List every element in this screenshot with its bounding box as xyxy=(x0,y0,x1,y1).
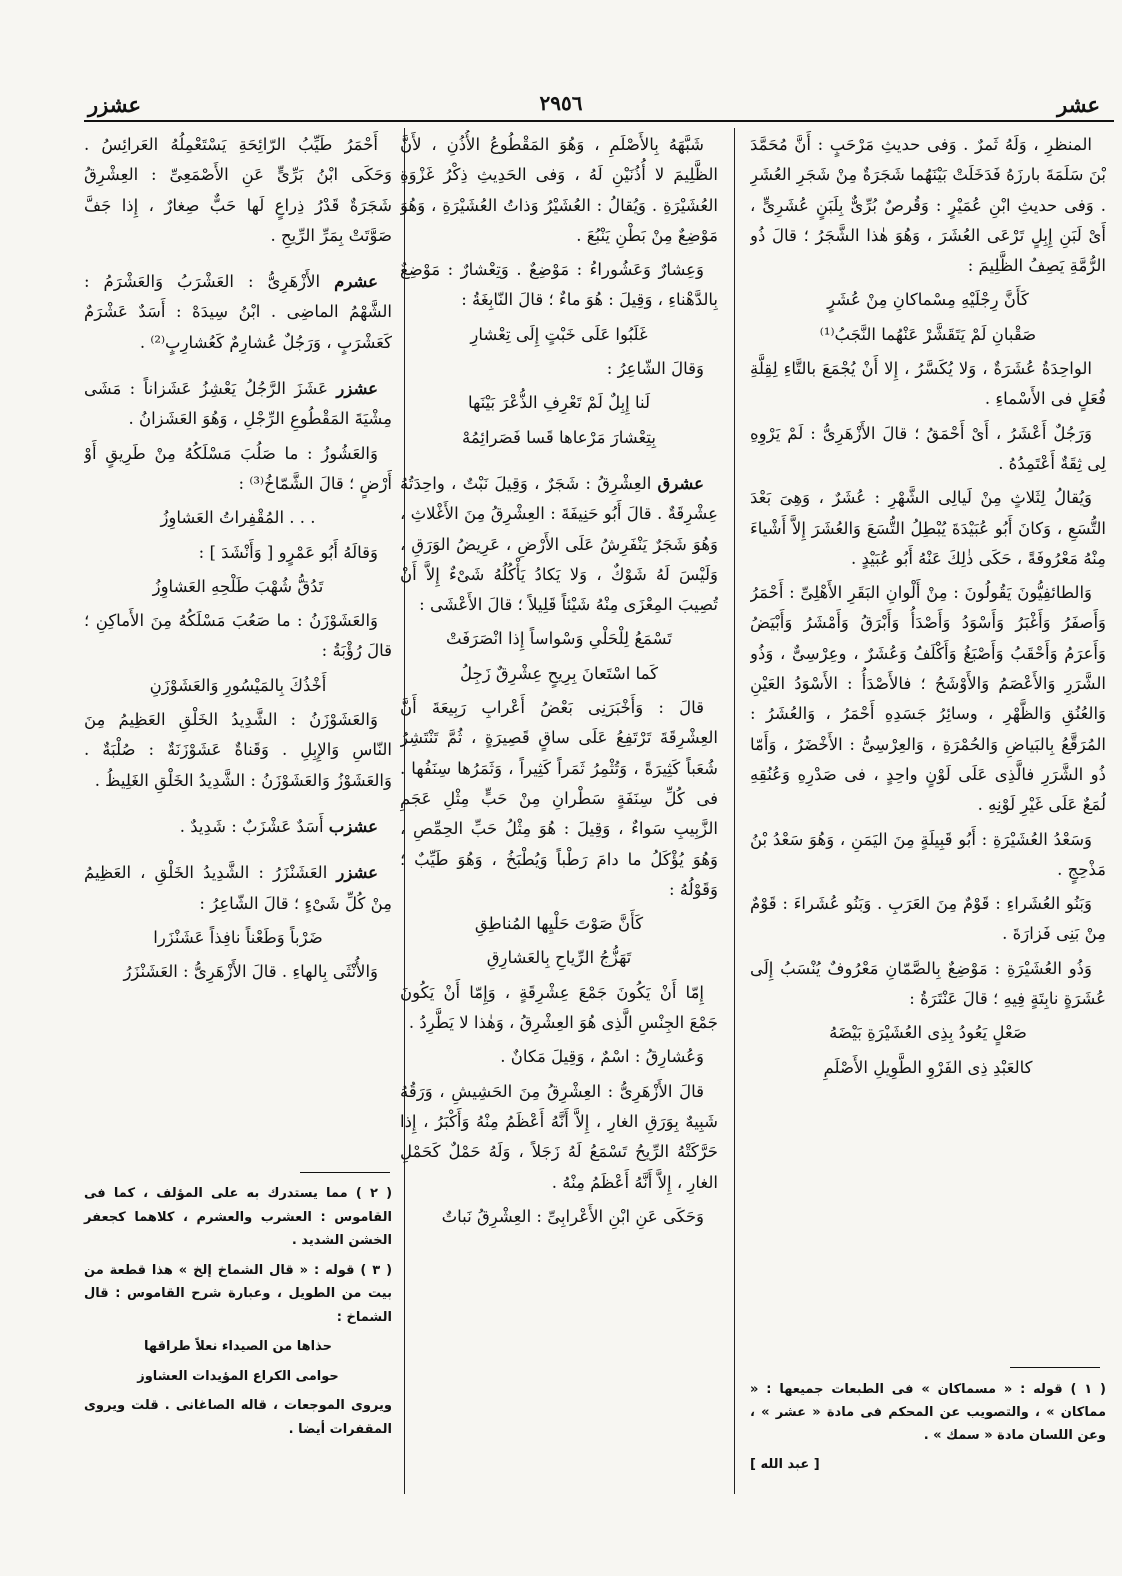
verse-line: بِتِعْشارَ مَرْعاها قَسا فَصَرائِمُهْ xyxy=(461,427,657,447)
entry-text: العِشْرِقُ : شَجَرٌ ، وَقِيلَ نَبْتٌ ، واحِدَتُهُ عِشْرِقَةٌ . قالَ أَبُو حَنِيفَةَ : العِشْرِقُ مِنَ الأَغْلاثِ ، وَهُوَ شَجَرٌ يَنْفَرِشُ عَلَى الأَرْضِ ، عَرِيضُ الوَرَقِ ، وَلَيْسَ لَهُ شَوْكٌ ، وَلا يَكادُ يَأْكُلُهُ شَىْءٌ إِلاَّ أَنْ تُصِيبَ المِعْزَى مِنْهُ شَيْئاً قَلِيلاً ؛ قالَ الأَعْشَى : xyxy=(400,473,718,615)
entry-paragraph xyxy=(84,858,392,919)
entry-paragraph: وَقالَهُ أَبُو عَمْرٍو [ وَأَنْشَدَ ] : xyxy=(198,542,378,562)
entry-text: الأَزْهَرِىُّ : العَشْرَبُ وَالعَشْرَمُ : الشَّهْمُ الماضِى . ابْنُ سِيدَهْ : أَسَدٌ عَشْرَمٌ كَعَشْرَبٍ ، وَرَجُلٌ عُشارِمٌ كَعُشارِبٍ⁽²⁾ . xyxy=(84,272,392,352)
verse-line: كَأَنَّ رِجْلَيْهِ مِسْماكانِ مِنْ عُشَرٍ xyxy=(827,290,1029,310)
entry-paragraph: وَقالَ الشّاعِرُ : xyxy=(606,359,704,379)
entry-headword: عشزر xyxy=(336,379,379,399)
entry-paragraph: وَحَكَى عَنِ ابْنِ الأَعْرابِىِّ : العِشْرِقُ نَباتٌ xyxy=(441,1206,704,1226)
header-root-word-left: عشزر xyxy=(88,92,141,117)
entry-paragraph: وَالطائفِيُّونَ يَقُولُونَ : مِنْ أَلْوانِ البَقَرِ الأَهْلِىِّ : أَحْمَرُ وَأَصفَرُ وَأَغْبَرُ وَأَسْوَدُ وَأَصْدَأُ وَأَبْرَقُ وَأَمْشَرُ وَأَبْيَضُ وَأَعرَمُ وَأَحْقَبُ وَأَصْبَغُ وَأَكْلَفُ وَعُشَرٌ ، وعِرْسِىٌّ ، وَذُو الشَّرَرِ وَالأَعْصَمُ وَالأَوْشَحُ ؛ فالأَصْدَأُ : الأَسْوَدُ العَيْنِ وَالعُنُقِ وَالظَّهْرِ ، وسائِرُ جَسَدِهِ أَحْمَرُ ، وَالعُشَرُ : المُرَقَّعُ بِالبَياضِ وَالحُمْرَةِ ، وَالعِرْسِىُّ : الأَخْضَرُ ، وَأَمّا ذُو الشَّرَرِ فالَّذِى عَلَى لَوْنٍ واحِدٍ ، فى صَدْرِهِ وَعُنُقِهِ لُمَعٌ عَلَى غَيْرِ لَوْنِهِ . xyxy=(750,583,1106,815)
middle-column xyxy=(400,130,718,1485)
entry-paragraph xyxy=(400,469,718,620)
footnotes-right xyxy=(750,1378,1106,1482)
entry-paragraph: قالَ الأَزْهَرِىُّ : العِشْرِقُ مِنَ الحَشِيشِ ، وَرَقُهُ شَبِيهٌ بِوَرَقِ الغارِ ، إِلاَّ أَنَّهُ أَعْظَمُ مِنْهُ وَأَكْبَرُ ، إِذا حَرَّكَتْهُ الرِّيحُ تَسْمَعُ لَهُ زَجَلاً ، وَلَهُ حَمْلٌ كَحَمْلِ الغارِ ، إِلاَّ أَنَّهُ أَعْظَمُ مِنْهُ . xyxy=(400,1081,718,1192)
entry-text: عَشَزَ الرَّجُلُ يَعْشِزُ عَشَزاناً : مَشَى مِشْيَةَ المَقْطُوعِ الرِّجْلِ ، وَهُوَ العَشَزانُ . xyxy=(84,379,392,429)
verse-line: غَلَبُوا عَلَى خَبْتٍ إِلَى تِعْشارِ xyxy=(470,324,648,344)
verse-line: كالعَبْدِ ذِى الفَرْوِ الطَّوِيلِ الأَصْلَمِ xyxy=(823,1057,1033,1077)
footnote-verse: حوامى الكراع المؤيدات العشاوز xyxy=(137,1368,339,1384)
entry-paragraph: وَذُو العُشَيْرَةِ : مَوْضِعٌ بِالصَّمّانِ مَعْرُوفٌ يُنْسَبُ إِلَى عُشَرَةٍ نابِتَةٍ فِيهِ ؛ قالَ عَنْتَرَةُ : xyxy=(750,958,1106,1009)
entry-paragraph: قالَ : وَأَخْبَرَنِى بَعْضُ أَعْرابِ رَبِيعَةَ أَنَّ العِشْرِقَةَ تَرْتَفِعُ عَلَى ساقٍ قَصِيرَةٍ ، ثُمَّ تَنْتَشِرُ شُعَباً كَثِيرَةً ، وَتُثْمِرُ ثَمَراً كَثِيراً ، وَثَمَرُها سِنَفُها . فى كُلِّ سِنَفَةٍ سَطْرانِ مِنْ حَبٍّ مِثْلِ عَجَمِ الزَّبِيبِ سَواءٌ ، وَقِيلَ : هُوَ مِثْلُ حَبِّ الحِمِّصِ ، وَهُوَ يُؤْكَلُ ما دامَ رَطْباً وَيُطْبَخُ ، وَهُوَ طَيِّبٌ ؛ وَقَوْلُهُ : xyxy=(400,698,718,899)
entry-paragraph: وَبَنُو العُشَراءِ : قَوْمٌ مِنَ العَرَبِ . وَبَنُو عُشَراءَ : قَوْمٌ مِنْ بَنِى فَزارَةَ . xyxy=(750,894,1106,944)
footnote-rule xyxy=(1010,1367,1100,1368)
entry-text: العَشَنْزَرُ : الشَّدِيدُ الخَلْقِ ، العَظِيمُ مِنْ كُلِّ شَىْءٍ ؛ قالَ الشّاعِرُ : xyxy=(84,863,392,913)
entry-paragraph: الواحِدَةُ عُشَرَةٌ ، وَلا يُكَسَّرُ ، إِلا أَنْ يُجْمَعَ بالتَّاءِ لِقِلَّةِ فُعَلٍ فى الأَسْماءِ . xyxy=(750,359,1106,409)
page-number: ٢٩٥٦ xyxy=(539,91,583,115)
footnote: ( ١ ) قوله : « مسماكان » فى الطبعات جميعها : « مماكان » ، والتصويب عن المحكم فى مادة « عشر » ، وعن اللسان مادة « سمك » . xyxy=(750,1382,1107,1443)
header-root-word-right: عشر xyxy=(1057,92,1100,117)
header-rule xyxy=(84,120,1114,122)
entry-paragraph: أَحْمَرُ طَيِّبُ الرّائِحَةِ يَسْتَعْمِلُهُ العَرائِسُ . وَحَكَى ابْنُ بَرِّىٍّ عَنِ الأَصْمَعِىِّ : العِشْرِقُ شَجَرَةٌ قَدْرُ ذِراعٍ لَها حَبٌّ صِغارٌ ، إِذا جَفَّ صَوَّتَتْ بِمَرِّ الرِّيحِ . xyxy=(84,135,392,245)
entry-paragraph: وَسَعْدُ العُشَيْرَةِ : أَبُو قَبِيلَةٍ مِنَ اليَمَنِ ، وَهُوَ سَعْدُ بْنُ مَذْحِجٍ . xyxy=(750,829,1106,879)
editor-signature: [ عبد الله ] xyxy=(750,1457,820,1472)
verse-line: تَسْمَعُ لِلْحَلْىِ وَسْواساً إِذا انْصَرَفَتْ xyxy=(446,629,672,649)
verse-line: كَأَنَّ صَوْتَ حَلْيِها المُناطِقِ xyxy=(474,914,644,934)
entry-paragraph: شَبَّهَهُ بِالأَصْلَمِ ، وَهُوَ المَقْطُوعُ الأُذُنِ ، لأَنَّ الظَّلِيمَ لا أُذُنَيْنِ لَهُ ، وَفى الحَدِيثِ ذِكْرُ غَزْوَةِ العُشَيْرَةِ . وَيُقالُ : العُشَيْرُ وَذاتُ العُشَيْرَةِ ، وَهُوَ مَوْضِعٌ مِنْ بَطْنِ يَنْبُعَ . xyxy=(400,135,718,245)
entry-paragraph xyxy=(84,267,392,358)
column-divider xyxy=(734,128,735,1494)
verse-line: أَخْذُكَ بِالمَيْسُورِ وَالعَشَوْزَنِ xyxy=(149,675,327,695)
entry-paragraph: وَرَجُلٌ أَعْشَرُ ، أَىْ أَحْمَقُ ؛ قالَ الأَزْهَرِىُّ : لَمْ يَرْوِهِ لِى ثِقَةٌ أَعْتَمِدُهُ . xyxy=(750,423,1106,473)
entry-headword: عشرق xyxy=(657,473,705,493)
entry-paragraph xyxy=(84,374,392,435)
verse-line: تَهَزُّجُ الرِّياحِ بِالعَشارِقِ xyxy=(486,948,632,968)
footnote: ويروى الموجعات ، قاله الصاغانى . قلت ويروى المقفرات أيضا . xyxy=(84,1398,392,1437)
verse-line: تَدُقُّ شُهْبَ طَلْحِهِ العَشاوِزُ xyxy=(152,576,324,596)
entry-headword: عشزب xyxy=(328,816,378,836)
right-column xyxy=(750,130,1106,1570)
entry-headword: عشرم xyxy=(334,272,378,292)
entry-paragraph xyxy=(84,812,392,842)
entry-headword: عشزر xyxy=(336,863,379,883)
verse-line: ضَرْباً وَطَعْناً نافِذاً عَشَنْزَرا xyxy=(153,927,323,947)
entry-paragraph: وَالعَشُوزُ : ما صَلُبَ مَسْلَكُهُ مِنْ طَرِيقٍ أَوْ أَرْضٍ ؛ قالَ الشَّمّاخُ⁽³⁾ : xyxy=(84,443,392,493)
entry-paragraph: وَعِشارٌ وَعَشُوراءُ : مَوْضِعٌ . وَتِعْشارٌ : مَوْضِعٌ بِالدَّهْناءِ ، وَقِيلَ : هُوَ ماءٌ ؛ قالَ النّابِغَةُ : xyxy=(400,260,718,310)
verse-line: كَما اسْتَعانَ بِرِيحٍ عِشْرِقٌ زَجِلُ xyxy=(460,663,658,683)
verse-line: صَعْلٍ يَعُودُ بِذِى العُشَيْرَةِ بَيْضَهُ xyxy=(829,1023,1027,1043)
entry-paragraph: المنظرِ ، وَلَهُ ثَمرٌ . وَفى حديثِ مَرْحَبٍ : أَنَّ مُحَمَّدَ بْنَ سَلَمَةَ بارزَهُ فَدَخَلَتْ بَيْنَهُما شَجَرَةٌ مِنْ شَجَرِ العُشَرِ . وَفى حديثِ ابْنِ عُمَيْرٍ : وَقُرصٌ بُرِّىٌّ بِلَبَنٍ عُشَرِىٍّ ، أَىْ لَبَنِ إِبِلٍ تَرْعَى العُشَرَ ، وَهُوَ هٰذا الشَّجَرُ ؛ قالَ ذُو الرُّمَّةِ يَصِفُ الظَّلِيمَ : xyxy=(750,135,1106,276)
verse-line: لَنا إِبِلٌ لَمْ تَعْرِفِ الذُّعْرَ بَيْنَها xyxy=(467,393,651,413)
footnotes-left xyxy=(84,1182,392,1447)
entry-text: أَسَدٌ عَشْزَبٌ : شَدِيدٌ . xyxy=(179,816,324,836)
verse-line: صَقْبانِ لَمْ يَتَقَشَّرْ عَنْهُما النَّجَبُ⁽¹⁾ xyxy=(819,324,1037,344)
footnote: ( ٢ ) مما يستدرك به على المؤلف ، كما فى القاموس : العشرب والعشرم ، كلاهما كجعفر الخشن الشديد . xyxy=(84,1186,393,1248)
footnote: ( ٣ ) قوله : « قال الشماخ إلخ » هذا قطعة من بيت من الطويل ، وعبارة شرح القاموس : قال الشماخ : xyxy=(84,1262,393,1325)
entry-paragraph: وَعُشارِقُ : اسْمٌ ، وَقِيلَ مَكانٌ . xyxy=(500,1047,704,1067)
entry-paragraph: وَالعَشَوْزَنُ : ما صَعُبَ مَسْلَكُهُ مِنَ الأَماكِنِ ؛ قالَ رُؤْبَةُ : xyxy=(84,611,392,661)
entry-paragraph: وَالأُنْثَى بِالهاءِ . قالَ الأَزْهَرِىُّ : العَشَنْزَرُ xyxy=(123,962,378,982)
entry-paragraph: وَالعَشَوْزَنُ : الشَّدِيدُ الخَلْقِ العَظِيمُ مِنَ النّاسِ وَالإِبِلِ . وَقَناةٌ عَشَوْزَنَةٌ : صُلْبَةٌ . وَالعَشَوْزُ وَالعَشَوْزَنُ : الشَّدِيدُ الخَلْقِ الغَلِيظُ . xyxy=(84,710,392,790)
verse-line: . . . المُقْفِراتُ العَشاوِزُ xyxy=(160,508,316,528)
footnote-rule xyxy=(300,1172,390,1173)
entry-paragraph: إِمّا أَنْ يَكُونَ جَمْعَ عِشْرِقَةٍ ، وَإِمّا أَنْ يَكُونَ جَمْعَ الجِنْسِ الَّذِى هُوَ العِشْرِقُ ، وَهٰذا لا يَطَّرِدُ . xyxy=(400,982,718,1033)
footnote-verse: حذاها من الصيداء نعلاً طراقها xyxy=(144,1339,332,1354)
entry-paragraph: وَيُقالُ لِثَلاثٍ مِنْ لَيالِى الشَّهْرِ : عُشَرٌ ، وَهِىَ بَعْدَ التُّسَعِ ، وَكانَ أَبُو عُبَيْدَةَ يُبْطِلُ التُّسَعَ وَالعُشَرَ إِلاَّ أَشْياءَ مِنْهُ مَعْرُوفَةً ، حَكَى ذٰلِكَ عَنْهُ أَبُو عُبَيْدٍ . xyxy=(750,488,1106,568)
